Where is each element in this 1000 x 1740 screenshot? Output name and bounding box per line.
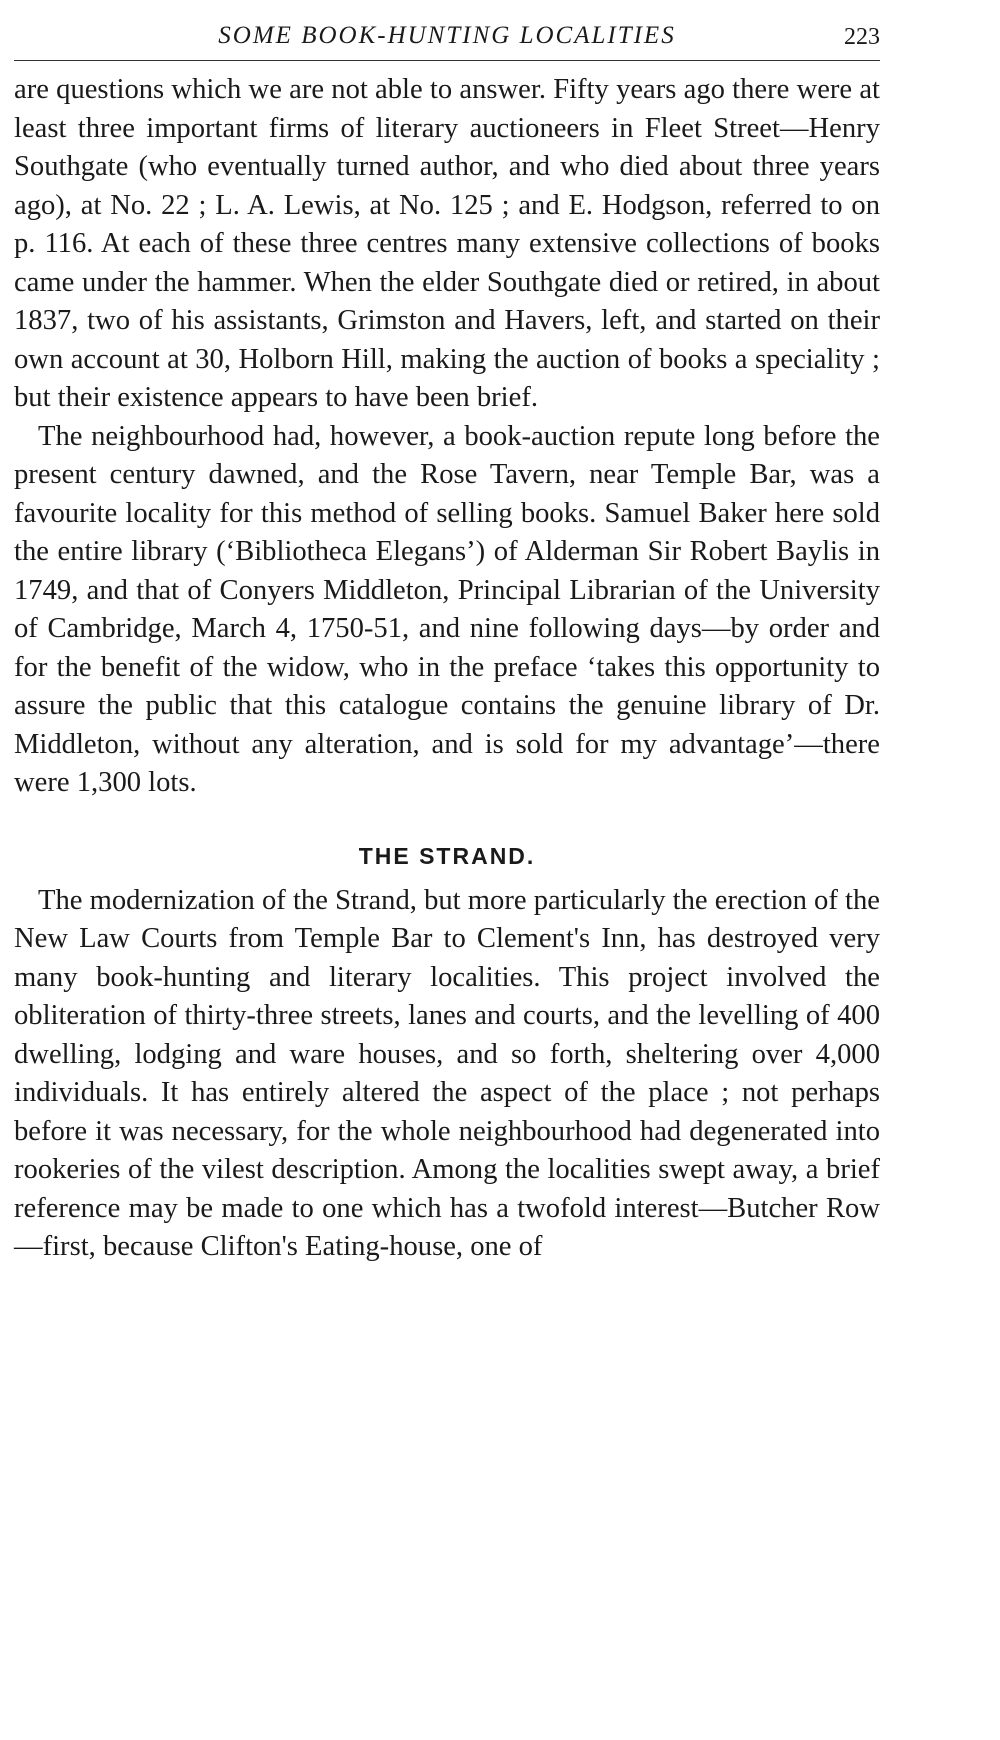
body-text [14, 71, 880, 1267]
book-page [14, 18, 880, 1267]
paragraph-continued: are questions which we are not able to answer. Fifty years ago there were at least three important firms of literary auctioneers in Fleet Street—Henry Southgate (who eventually turned author, and who died about three years ago), at No. 22 ; L. A. Lewis, at No. 125 ; and E. Hodgson, referred to on p. 116. At each of these three centres many extensive collections of books came under the hammer. When the elder Southgate died or retired, in about 1837, two of his assistants, Grimston and Havers, left, and started on their own account at 30, Holborn Hill, making the auction of books a speciality ; but their existence appears to have been brief. [14, 74, 880, 413]
running-title: SOME BOOK-HUNTING LOCALITIES [218, 22, 676, 49]
paragraph-strand: The modernization of the Strand, but more particularly the erection of the New Law Courts from Temple Bar to Clement's Inn, has destroyed very many book-hunting and literary localities. This project involved the obliteration of thirty-three streets, lanes and courts, and the levelling of 400 dwelling, lodging and ware houses, and so forth, sheltering over 4,000 individuals. It has entirely altered the aspect of the place ; not perhaps before it was necessary, for the whole neighbourhood had degenerated into rookeries of the vilest description. Among the localities swept away, a brief reference may be made to one which has a twofold interest—Butcher Row—first, because Clifton's Eating-house, one of [14, 884, 880, 1262]
page-number: 223 [844, 24, 880, 50]
section-heading: THE STRAND. [358, 842, 536, 869]
running-head [14, 18, 880, 61]
paragraph-rose-tavern: The neighbourhood had, however, a book-auction repute long before the present century dawned, and the Rose Tavern, near Temple Bar, was a favourite locality for this method of selling books. Samuel Baker here sold the entire library (‘Bibliotheca Elegans’) of Alderman Sir Robert Baylis in 1749, and that of Conyers Middleton, Principal Librarian of the University of Cambridge, March 4, 1750-51, and nine following days—by order and for the benefit of the widow, who in the preface ‘takes this opportunity to assure the public that this catalogue contains the genuine library of Dr. Middleton, without any alteration, and is sold for my advantage’—there were 1,300 lots. [14, 420, 880, 798]
